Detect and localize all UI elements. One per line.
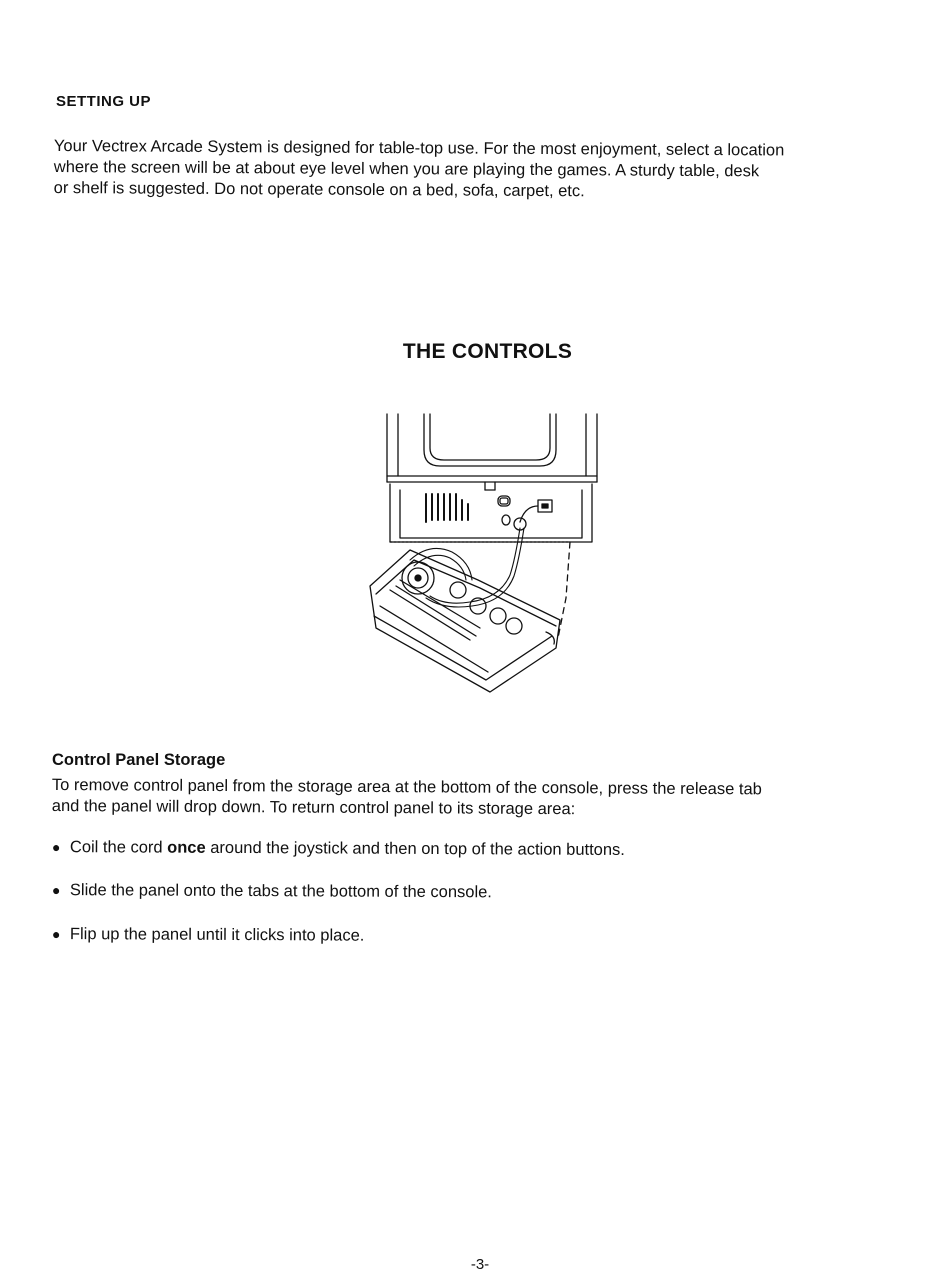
setting-up-line: where the screen will be at about eye level when you are playing the games. A sturdy table, desk: [53, 157, 760, 181]
bullet-text: Slide the panel onto the tabs at the bottom of the console.: [69, 881, 492, 902]
setting-up-line: Your Vectrex Arcade System is designed for table-top use. For the most enjoyment, select a location: [53, 136, 785, 160]
bullet-dot: ●: [51, 882, 61, 899]
bullet-text: around the joystick and then on top of the action buttons.: [205, 838, 625, 859]
bullet-dot: ●: [51, 839, 61, 856]
setting-up-line: or shelf is suggested. Do not operate console on a bed, sofa, carpet, etc.: [53, 178, 585, 201]
page-number: -3-: [470, 1256, 490, 1273]
console-base: [390, 484, 592, 542]
monitor-housing: [387, 414, 597, 490]
bullet-item: [52, 925, 365, 946]
setting-up-paragraph: [54, 136, 904, 204]
control-panel-storage-heading: Control Panel Storage: [52, 751, 226, 769]
setting-up-heading: SETTING UP: [56, 93, 152, 110]
storage-line: To remove control panel from the storage area at the bottom of the console, press the release tab: [51, 776, 762, 799]
bullet-text: Coil the cord: [69, 838, 168, 857]
bullet-item: [52, 838, 625, 860]
bullet-item: [52, 881, 492, 902]
storage-line: and the panel will drop down. To return control panel to its storage area:: [51, 796, 576, 819]
bullet-text: Flip up the panel until it clicks into place.: [69, 925, 365, 945]
coiled-cord: [410, 528, 524, 607]
bullet-emphasis: once: [167, 838, 206, 857]
bullet-dot: ●: [51, 926, 61, 943]
control-panel: [370, 550, 560, 692]
controls-title: THE CONTROLS: [402, 340, 573, 363]
console-control-panel-illustration: [360, 410, 605, 695]
control-panel-storage-paragraph: [52, 775, 912, 822]
